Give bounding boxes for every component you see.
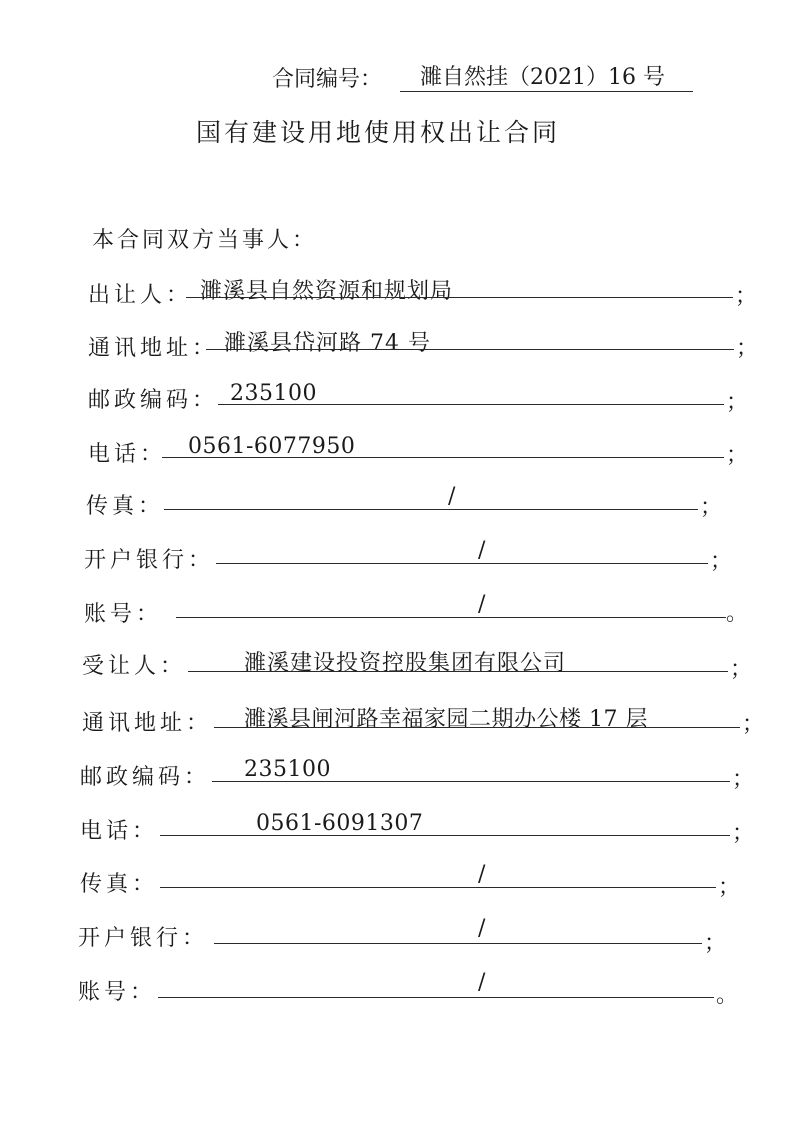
transferee-phone-underline	[160, 835, 730, 836]
semicolon: ；	[730, 657, 753, 682]
transferor-fax-value: /	[448, 484, 456, 509]
transferor-name-underline	[186, 297, 733, 298]
document-title: 国有建设用地使用权出让合同	[196, 118, 561, 147]
transferee-postcode-value: 235100	[244, 757, 331, 782]
transferee-fax-underline	[160, 887, 716, 888]
transferee-address-value: 濉溪县闸河路幸福家园二期办公楼 17 层	[244, 707, 648, 732]
transferee-bank-underline	[214, 943, 702, 944]
transferor-postcode-underline	[218, 404, 724, 405]
semicolon: ；	[732, 767, 755, 792]
transferor-postcode-label: 邮政编码：	[88, 388, 219, 413]
transferee-account-value: /	[478, 970, 486, 995]
parties-heading: 本合同双方当事人：	[92, 228, 318, 253]
semicolon: ；	[732, 821, 755, 846]
transferee-name-label: 受让人：	[82, 654, 187, 679]
semicolon: ；	[735, 284, 758, 309]
transferee-fax-label: 传真：	[80, 872, 159, 897]
transferor-phone-value: 0561-6077950	[188, 434, 356, 459]
semicolon: ；	[726, 443, 749, 468]
semicolon: ；	[704, 931, 727, 956]
period: 。	[716, 983, 739, 1008]
semicolon: ；	[710, 549, 733, 574]
transferor-account-value: /	[478, 592, 486, 617]
transferee-postcode-label: 邮政编码：	[80, 765, 211, 790]
transferor-address-value: 濉溪县岱河路 74 号	[224, 331, 431, 356]
transferee-bank-label: 开户银行：	[78, 926, 209, 951]
contract-number-underline	[400, 91, 693, 92]
transferee-account-underline	[158, 997, 714, 998]
transferor-name-value: 濉溪县自然资源和规划局	[200, 279, 454, 304]
transferee-bank-value: /	[478, 916, 486, 941]
contract-number-label: 合同编号：	[272, 67, 383, 92]
transferee-postcode-underline	[212, 781, 730, 782]
transferor-fax-underline	[164, 509, 698, 510]
transferor-account-label: 账号：	[84, 602, 163, 627]
semicolon: ；	[700, 495, 723, 520]
transferee-name-underline	[188, 671, 728, 672]
period: 。	[726, 601, 749, 626]
transferor-postcode-value: 235100	[230, 381, 317, 406]
transferee-account-label: 账号：	[78, 980, 157, 1005]
transferor-phone-underline	[162, 457, 724, 458]
semicolon: ；	[736, 336, 759, 361]
semicolon: ；	[742, 712, 765, 737]
transferee-phone-label: 电话：	[80, 819, 159, 844]
transferee-address-label: 通讯地址：	[82, 711, 213, 736]
transferor-bank-label: 开户银行：	[84, 548, 215, 573]
transferee-address-underline	[214, 727, 740, 728]
transferor-address-underline	[206, 349, 734, 350]
transferor-bank-underline	[216, 563, 708, 564]
transferor-account-underline	[176, 617, 726, 618]
transferee-phone-value: 0561-6091307	[256, 811, 424, 836]
semicolon: ；	[718, 875, 741, 900]
transferor-fax-label: 传真：	[86, 494, 165, 519]
semicolon: ；	[726, 390, 749, 415]
transferor-bank-value: /	[478, 538, 486, 563]
contract-number-value: 濉自然挂（2021）16 号	[420, 65, 665, 90]
transferee-fax-value: /	[478, 862, 486, 887]
transferor-name-label: 出让人：	[88, 283, 193, 308]
transferor-phone-label: 电话：	[88, 442, 167, 467]
transferor-address-label: 通讯地址：	[88, 336, 219, 361]
transferee-name-value: 濉溪建设投资控股集团有限公司	[244, 651, 567, 676]
